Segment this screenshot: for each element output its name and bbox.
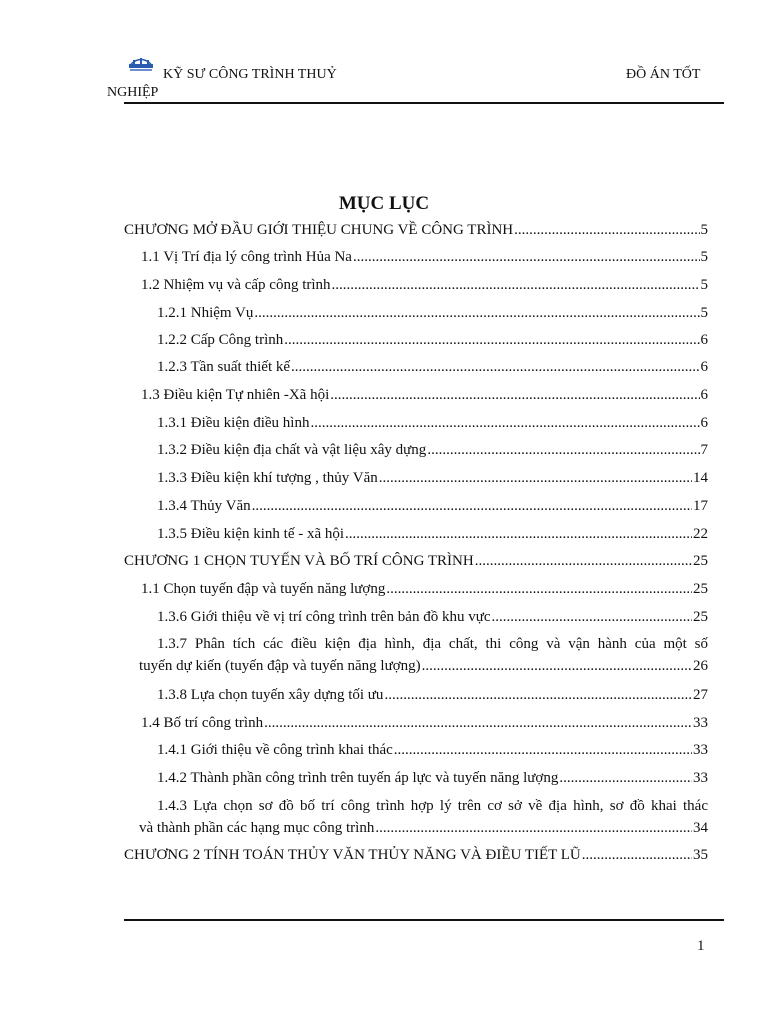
toc-page-number: 26 <box>693 658 708 674</box>
toc-entry[interactable] <box>141 246 708 268</box>
toc-entry-text: 1.2.3 Tần suất thiết kế <box>157 359 291 375</box>
toc-entry-text: 1.2 Nhiệm vụ và cấp công trình <box>141 277 331 293</box>
toc-leader <box>559 767 692 789</box>
header-divider <box>124 102 724 104</box>
toc-entry[interactable] <box>124 219 708 241</box>
toc-leader <box>353 246 700 268</box>
toc-page-number: 33 <box>693 770 708 786</box>
header-wrap-text: NGHIỆP <box>107 85 159 100</box>
toc-entry[interactable] <box>157 439 708 461</box>
toc-page-number: 33 <box>693 715 708 731</box>
toc-entry[interactable] <box>157 412 708 434</box>
toc-page-number: 6 <box>700 332 708 348</box>
toc-page-number: 25 <box>693 609 708 625</box>
toc-entry[interactable] <box>157 356 708 378</box>
toc-entry[interactable] <box>157 684 708 706</box>
university-logo-icon <box>128 55 154 73</box>
toc-leader <box>310 412 699 434</box>
toc-entry[interactable] <box>157 302 708 324</box>
toc-page-number: 22 <box>693 526 708 542</box>
toc-page-number: 34 <box>693 820 708 836</box>
toc-page-number: 6 <box>700 359 708 375</box>
toc-entry-text: 1.4 Bố trí công trình <box>141 715 264 731</box>
toc-page-number: 27 <box>693 687 708 703</box>
toc-entry[interactable] <box>157 329 708 351</box>
toc-page-number: 14 <box>693 470 708 486</box>
toc-entry-text: 1.3.6 Giới thiệu về vị trí công trình trên bản đồ khu vực <box>157 609 491 625</box>
toc-page-number: 7 <box>700 442 708 458</box>
toc-entry[interactable] <box>141 384 708 406</box>
toc-leader <box>582 844 692 866</box>
toc-page-number: 6 <box>700 415 708 431</box>
toc-leader <box>514 219 699 241</box>
toc-entry-text: CHƯƠNG MỞ ĐẦU GIỚI THIỆU CHUNG VỀ CÔNG TRÌNH <box>124 222 514 238</box>
toc-entry[interactable] <box>124 550 708 572</box>
toc-leader <box>375 817 692 839</box>
toc-leader <box>252 495 692 517</box>
header-left-text: KỸ SƯ CÔNG TRÌNH THUỶ <box>163 67 337 82</box>
toc-leader <box>422 655 692 677</box>
toc-entry-text: 1.3.8 Lựa chọn tuyến xây dựng tối ưu <box>157 687 384 703</box>
toc-entry-text-line1: 1.3.7 Phân tích các điều kiện địa hình, địa chất, thi công và vận hành của một số <box>157 636 708 652</box>
toc-leader <box>384 684 692 706</box>
toc-entry-text: tuyến dự kiến (tuyến đập và tuyến năng lượng) <box>139 658 421 674</box>
toc-entry-text: và thành phần các hạng mục công trình <box>139 820 375 836</box>
toc-entry-text: 1.3.5 Điều kiện kinh tế - xã hội <box>157 526 345 542</box>
toc-leader <box>379 467 692 489</box>
toc-page-number: 35 <box>693 847 708 863</box>
toc-entry[interactable] <box>141 712 708 734</box>
toc-entry-text: 1.4.2 Thành phần công trình trên tuyến áp lực và tuyến năng lượng <box>157 770 559 786</box>
toc-leader <box>284 329 699 351</box>
toc-entry-text: 1.3.3 Điều kiện khí tượng , thủy Văn <box>157 470 378 486</box>
footer-divider <box>124 919 724 921</box>
toc-leader <box>386 578 692 600</box>
toc-entry[interactable] <box>157 467 708 489</box>
toc-entry[interactable] <box>157 495 708 517</box>
toc-entry[interactable] <box>157 767 708 789</box>
toc-entry-text: 1.2.2 Cấp Công trình <box>157 332 284 348</box>
toc-entry[interactable] <box>139 633 708 677</box>
toc-entry[interactable] <box>141 274 708 296</box>
toc-entry-text: CHƯƠNG 1 CHỌN TUYẾN VÀ BỐ TRÍ CÔNG TRÌNH <box>124 553 474 569</box>
toc-entry[interactable] <box>157 606 708 628</box>
toc-entry-text: 1.4.1 Giới thiệu về công trình khai thác <box>157 742 393 758</box>
toc-page-number: 6 <box>700 387 708 403</box>
toc-leader <box>254 302 699 324</box>
toc-page-number: 5 <box>700 249 708 265</box>
toc-page-number: 25 <box>693 581 708 597</box>
toc-leader <box>427 439 699 461</box>
toc-entry-text: 1.1 Vị Trí địa lý công trình Hủa Na <box>141 249 352 265</box>
toc-entry[interactable] <box>124 844 708 866</box>
toc-entry-text: 1.2.1 Nhiệm Vụ <box>157 305 254 321</box>
toc-page-number: 5 <box>700 277 708 293</box>
toc-leader <box>475 550 692 572</box>
toc-entry-text: 1.3.1 Điều kiện điều hình <box>157 415 310 431</box>
toc-leader <box>492 606 692 628</box>
toc-leader <box>332 274 700 296</box>
page-title: MỤC LỤC <box>338 193 430 214</box>
toc-page-number: 17 <box>693 498 708 514</box>
toc-entry-text: 1.1 Chọn tuyến đập và tuyến năng lượng <box>141 581 386 597</box>
toc-leader <box>394 739 692 761</box>
toc-leader <box>345 523 692 545</box>
toc-entry[interactable] <box>141 578 708 600</box>
toc-leader <box>264 712 692 734</box>
toc-page-number: 5 <box>700 222 708 238</box>
toc-entry[interactable] <box>157 523 708 545</box>
header-right-text: ĐỒ ÁN TỐT <box>626 67 701 82</box>
toc-entry-text: 1.3.4 Thủy Văn <box>157 498 251 514</box>
toc-entry-text: CHƯƠNG 2 TÍNH TOÁN THỦY VĂN THỦY NĂNG VÀ ĐIỀU TIẾT LŨ <box>124 847 581 863</box>
page-header <box>0 0 768 110</box>
toc-entry-text-line1: 1.4.3 Lựa chọn sơ đồ bố trí công trình hợp lý trên cơ sở về địa hình, sơ đồ khai thác <box>157 798 708 814</box>
toc-entry[interactable] <box>157 739 708 761</box>
toc-entry[interactable] <box>139 795 708 839</box>
toc-entry-text: 1.3.2 Điều kiện địa chất và vật liệu xây dựng <box>157 442 427 458</box>
page-number: 1 <box>697 938 705 954</box>
toc-leader <box>330 384 699 406</box>
toc-page-number: 25 <box>693 553 708 569</box>
toc-leader <box>291 356 699 378</box>
toc-page-number: 5 <box>700 305 708 321</box>
toc-entry-text: 1.3 Điều kiện Tự nhiên -Xã hội <box>141 387 330 403</box>
toc-page-number: 33 <box>693 742 708 758</box>
